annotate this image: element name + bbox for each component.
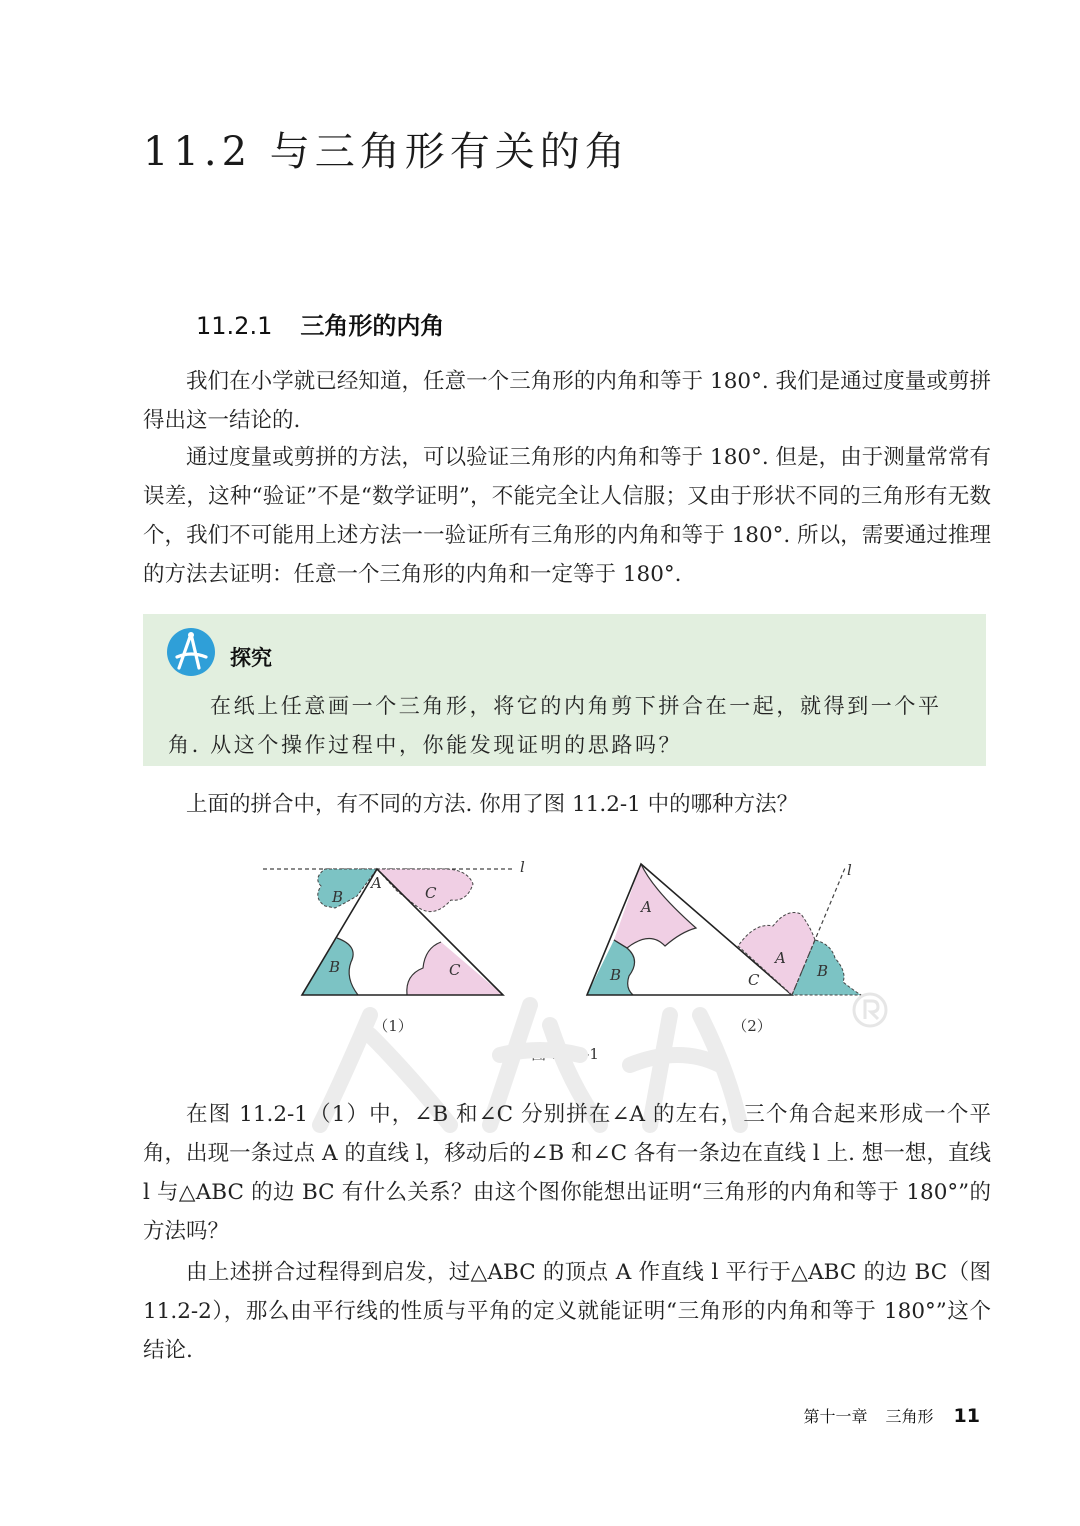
page-number: 11	[953, 1405, 980, 1427]
subsection-title: 三角形的内角	[300, 312, 445, 340]
paragraph-3: 上面的拼合中，有不同的方法. 你用了图 11.2-1 中的哪种方法？	[186, 792, 799, 817]
d2-label-C: C	[748, 971, 760, 989]
d1-label-C: C	[449, 961, 461, 979]
d1-label-C-top: C	[425, 884, 437, 902]
paragraph-1: 我们在小学就已经知道，任意一个三角形的内角和等于 180°. 我们是通过度量或剪拼得出这一结论的.	[143, 369, 991, 433]
subfigure-2-caption: （2）	[732, 1017, 772, 1035]
d2-label-B: B	[817, 962, 829, 980]
d1-label-B-top: B	[332, 888, 344, 906]
d1-label-l: l	[520, 858, 525, 876]
subsection-heading	[196, 306, 444, 341]
footer-chapter-name: 三角形	[885, 1407, 934, 1426]
explore-title: 探究	[230, 646, 272, 670]
page-footer	[804, 1404, 980, 1427]
paragraph-4: 在图 11.2-1（1）中，∠B 和∠C 分别拼在∠A 的左右，三个角合起来形成一个平角，出现一条过点 A 的直线 l，移动后的∠B 和∠C 各有一条边在直线 l 上. 想一想，直线 l 与△ABC 的边 BC 有什么关系？由这个图你能想出证明“三角形的内角和等于 180°”的方法吗？	[143, 1102, 991, 1244]
section-title: 11.2 与三角形有关的角	[143, 129, 630, 175]
footer-chapter: 第十一章	[803, 1407, 868, 1426]
figure-caption: 图 11.2-1	[531, 1045, 599, 1063]
compass-icon	[166, 627, 216, 677]
paragraph-2: 通过度量或剪拼的方法，可以验证三角形的内角和等于 180°. 但是，由于测量常常有误差，这种“验证”不是“数学证明”，不能完全让人信服；又由于形状不同的三角形有无数个，我们不可能用上述方法一一验证所有三角形的内角和等于 180°. 所以，需要通过推理的方法去证明：任意一个三角形的内角和一定等于 180°.	[143, 445, 991, 587]
d1-label-B: B	[329, 958, 341, 976]
d1-label-A: A	[371, 874, 382, 892]
explore-text: 在纸上任意画一个三角形，将它的内角剪下拼合在一起，就得到一个平角. 从这个操作过程中，你能发现证明的思路吗？	[168, 694, 942, 757]
subsection-number: 11.2.1	[196, 312, 273, 340]
d2-label-B-left: B	[610, 966, 622, 984]
d2-label-l: l	[847, 861, 852, 879]
d2-label-A-top: A	[641, 898, 652, 916]
paragraph-5: 由上述拼合过程得到启发，过△ABC 的顶点 A 作直线 l 平行于△ABC 的边 BC（图 11.2-2），那么由平行线的性质与平角的定义就能证明“三角形的内角和等于 180°”这个结论.	[143, 1260, 991, 1363]
explore-box	[143, 614, 986, 766]
subfigure-1-caption: （1）	[373, 1017, 413, 1035]
d2-label-A: A	[775, 949, 786, 967]
